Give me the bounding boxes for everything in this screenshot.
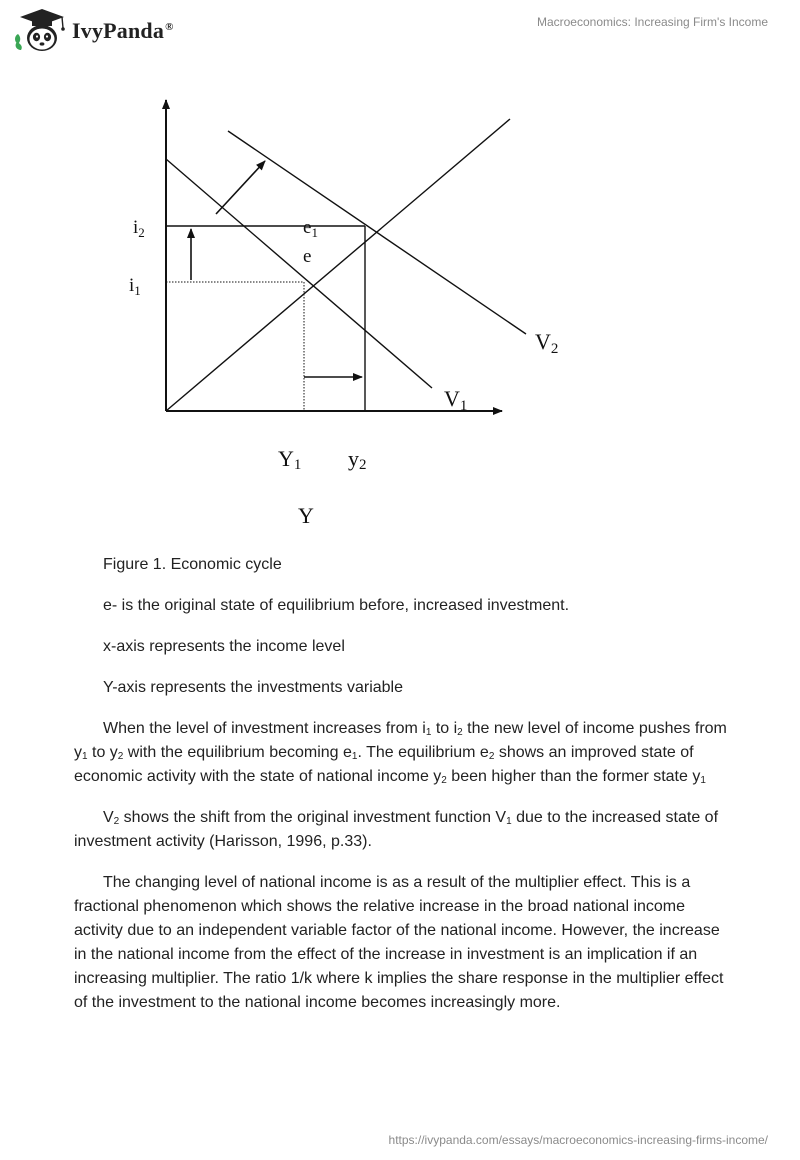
shift-arrow-diagonal — [216, 161, 265, 214]
definition-x-axis: x-axis represents the income level — [103, 638, 345, 655]
v2-line — [228, 131, 526, 334]
paragraph-investment-increase: When the level of investment increases from $i_1$ to $i_2$ the new level of income pushes from $y_1$ to $y_2$ with the equilibrium becoming $e_1$. The equilibrium $e_2$ shows an improved state of economic activity with the state of national income $y_2$ been higher than the former state $y_1$ — [74, 720, 727, 786]
label-e: e — [303, 246, 312, 267]
source-url[interactable]: https://ivypanda.com/essays/macroeconomics-increasing-firms-income/ — [388, 1133, 768, 1147]
panda-graduate-icon — [12, 8, 70, 54]
economic-cycle-figure — [100, 86, 600, 536]
page-header — [0, 0, 800, 56]
label-i2: $i_2$ — [133, 217, 145, 240]
paragraph-multiplier-effect: The changing level of national income is as a result of the multiplier effect. This is a fractional phenomenon which shows the relative increase in the broad national income activity due to an independent variable factor of the national income. However, the increase in the national income from the effect of the increase in investment is an implication if an increasing multiplier. The ratio 1/k where k implies the share response in the multiplier effect of the investment to the national income becomes increasingly more. — [74, 874, 724, 1011]
label-Y1: Y1 — [278, 446, 302, 473]
label-v2: V2 — [535, 329, 559, 357]
label-i1: $i_1$ — [129, 275, 141, 298]
label-e1: $e_1$ — [303, 217, 318, 240]
v1-line — [166, 159, 432, 388]
paragraph-v2-shift: $V_2$ shows the shift from the original investment function $V_1$ due to the increased state of investment activity (Harisson, 1996, p.33). — [74, 809, 719, 850]
definition-equilibrium: e- is the original state of equilibrium before, increased investment. — [103, 597, 570, 614]
economic-cycle-diagram — [100, 86, 600, 536]
diagonal-line — [166, 119, 510, 411]
label-Y: Y — [298, 503, 314, 528]
article-body — [74, 553, 728, 1032]
ivypanda-logo[interactable] — [12, 8, 174, 54]
brand-name: IvyPanda® — [72, 18, 174, 43]
label-v1: V1 — [444, 386, 468, 414]
document-title: Macroeconomics: Increasing Firm's Income — [536, 15, 768, 29]
definition-y-axis: Y-axis represents the investments variable — [103, 679, 403, 696]
label-y2: y2 — [348, 446, 367, 473]
figure-caption: Figure 1. Economic cycle — [103, 556, 282, 573]
